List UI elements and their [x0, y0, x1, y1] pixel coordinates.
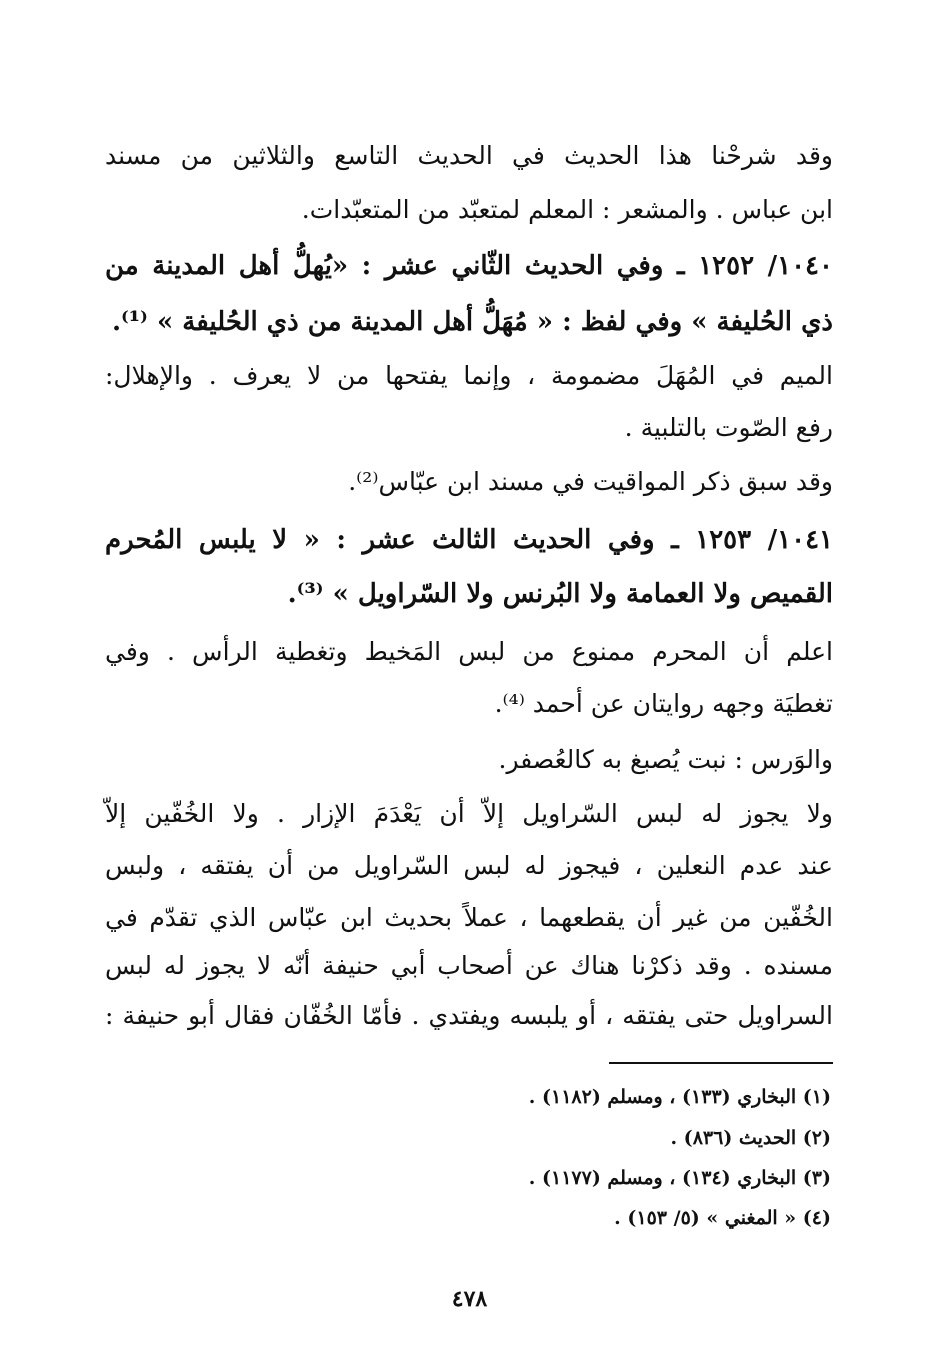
- text-line: الميم في المُهَلَ مضمومة ، وإنما يفتحها من لا يعرف . والإهلال:: [105, 361, 833, 390]
- text-line: السراويل حتى يفتقه ، أو يلبسه ويفتدي . فأمّا الخُفّان فقال أبو حنيفة :: [105, 1001, 833, 1030]
- footnote: (١) البخاري (١٣٣) ، ومسلم (١١٨٢) .: [528, 1086, 831, 1108]
- footnote-separator: [609, 1062, 833, 1064]
- hadith-heading-line: ذي الحُليفة » وفي لفظ : « مُهَلُّ أهل المدينة من ذي الحُليفة » ⁽¹⁾.: [111, 307, 833, 337]
- footnote: (٤) « المغني » (٥/ ١٥٣) .: [614, 1207, 831, 1229]
- hadith-heading-line: القميص ولا العمامة ولا البُرنس ولا السّراويل » ⁽³⁾.: [287, 579, 833, 609]
- text-line: تغطيَة وجهه روايتان عن أحمد ⁽⁴⁾.: [494, 689, 833, 718]
- text-line: اعلم أن المحرم ممنوع من لبس المَخيط وتغطية الرأس . وفي: [105, 637, 833, 666]
- text-line: والوَرس : نبت يُصبغ به كالعُصفر.: [498, 745, 833, 774]
- text-line: الخُفّين من غير أن يقطعهما ، عملاً بحديث ابن عبّاس الذي تقدّم في: [105, 903, 833, 932]
- footnote: (٢) الحديث (٨٣٦) .: [670, 1127, 831, 1149]
- text-line: وقد شرحْنا هذا الحديث في الحديث التاسع والثلاثين من مسند: [105, 141, 833, 170]
- text-line: رفع الصّوت بالتلبية .: [624, 413, 833, 442]
- text-line: ولا يجوز له لبس السّراويل إلاّ أن يَعْدَمَ الإزار . ولا الخُفّين إلاّ: [105, 799, 833, 828]
- text-line: عند عدم النعلين ، فيجوز له لبس السّراويل من أن يفتقه ، ولبس: [105, 851, 833, 880]
- page-number: ٤٧٨: [451, 1286, 488, 1312]
- footnote: (٣) البخاري (١٣٤) ، ومسلم (١١٧٧) .: [528, 1167, 831, 1189]
- hadith-heading-line: ١٠٤١/ ١٢٥٣ ـ وفي الحديث الثالث عشر : « لا يلبس المُحرم: [105, 525, 833, 555]
- text-line: مسنده . وقد ذكرْنا هناك عن أصحاب أبي حنيفة أنّه لا يجوز له لبس: [105, 951, 833, 980]
- text-line: ابن عباس . والمشعر : المعلم لمتعبّد من المتعبّدات.: [301, 195, 833, 224]
- hadith-heading-line: ١٠٤٠/ ١٢٥٢ ـ وفي الحديث الثّاني عشر : «يُهلُّ أهل المدينة من: [105, 251, 833, 281]
- text-line: وقد سبق ذكر المواقيت في مسند ابن عبّاس⁽²⁾.: [348, 467, 833, 496]
